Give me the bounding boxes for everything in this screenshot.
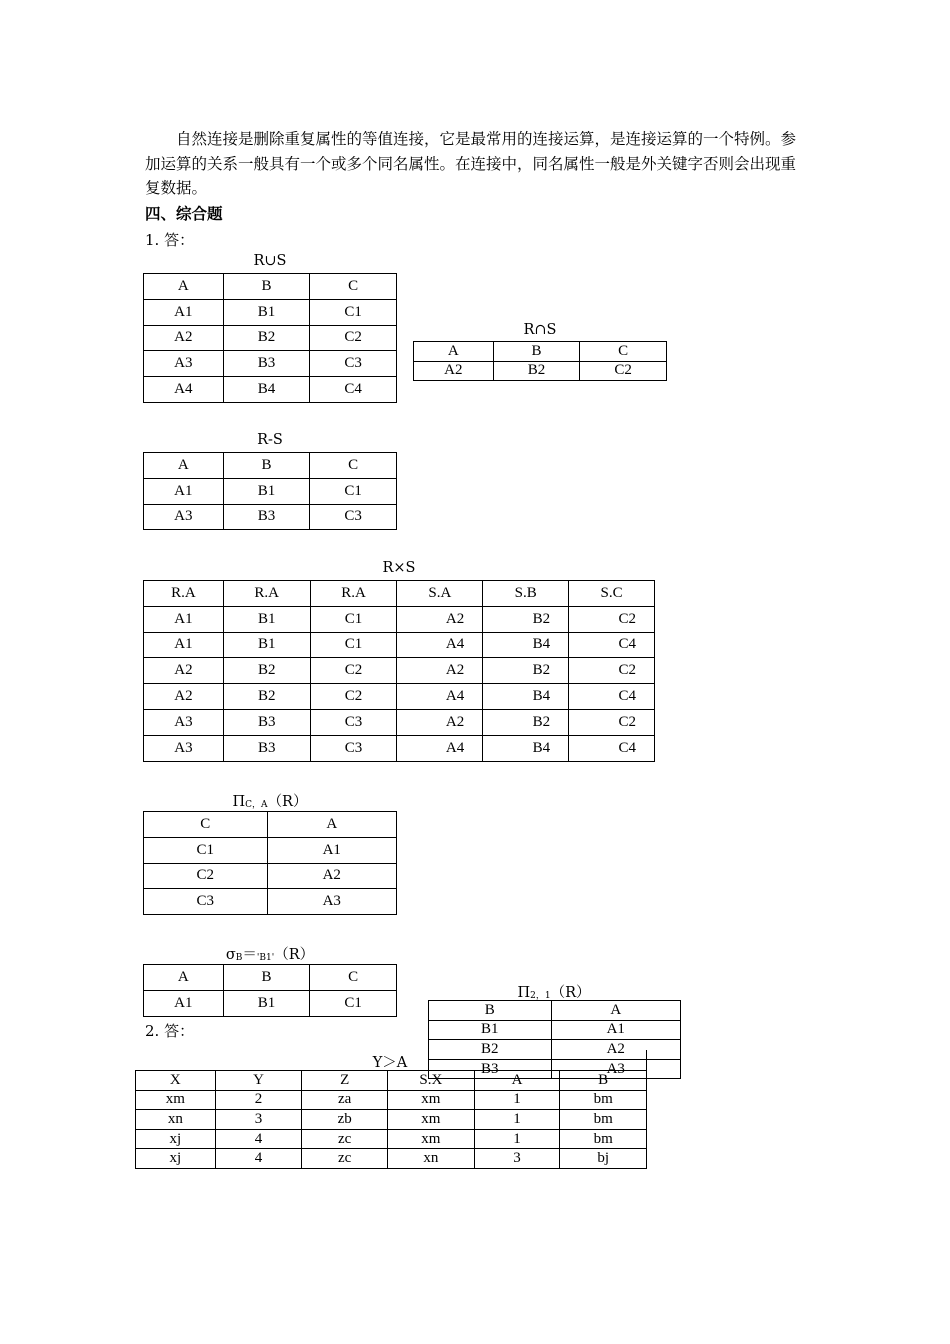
intersection-table: [413, 341, 667, 381]
table-cell: C3: [310, 351, 397, 377]
table-cell: zc: [302, 1129, 388, 1149]
table-row: [144, 632, 655, 658]
table-cell: C1: [144, 837, 268, 863]
table-cell: B2: [483, 606, 569, 632]
caption-symbol: Π: [517, 985, 531, 1001]
caption-tail: （R）: [274, 947, 315, 963]
table-row: [144, 990, 397, 1016]
header-cell: S.C: [569, 581, 655, 607]
table-cell: B2: [483, 709, 569, 735]
caption-tail: （R）: [550, 985, 591, 1001]
table-cell: A2: [414, 361, 494, 381]
table-cell: xj: [136, 1149, 216, 1169]
table-cell: B3: [223, 735, 310, 761]
table-row: [144, 478, 397, 504]
table-cell: B1: [223, 606, 310, 632]
table-cell: C2: [580, 361, 667, 381]
join-caption: Y＞A: [372, 1055, 408, 1071]
table-cell: B3: [223, 351, 310, 377]
table-header-row: [144, 581, 655, 607]
selection-table: [143, 964, 397, 1017]
table-cell: B1: [223, 632, 310, 658]
table-row: [388, 1090, 647, 1110]
header-cell: A: [144, 453, 224, 479]
table-cell: A2: [397, 606, 483, 632]
table-cell: A3: [144, 709, 224, 735]
table-cell: B3: [223, 709, 310, 735]
table-row: [144, 684, 655, 710]
table-cell: A1: [144, 478, 224, 504]
table-cell: A2: [144, 325, 224, 351]
table-header-row: [414, 342, 667, 362]
table-row: [429, 1040, 681, 1060]
table-cell: B4: [223, 377, 310, 403]
join-left-table: [135, 1070, 388, 1169]
table-cell: A2: [397, 709, 483, 735]
table-cell: A4: [397, 684, 483, 710]
table-cell: 3: [474, 1149, 560, 1169]
caption-symbol: σ: [225, 947, 236, 963]
table-cell: xn: [388, 1149, 475, 1169]
difference-table: [143, 452, 397, 530]
header-cell: B: [429, 1001, 552, 1021]
table-cell: C3: [310, 709, 397, 735]
caption-subscript: 2，1: [530, 991, 551, 1001]
product-table: [143, 580, 655, 762]
table-cell: C2: [569, 658, 655, 684]
table-row: [144, 735, 655, 761]
header-cell: C: [310, 453, 397, 479]
projection-21-table: [428, 1000, 681, 1079]
table-cell: A2: [397, 658, 483, 684]
header-cell: C: [310, 274, 397, 300]
table-row: [388, 1129, 647, 1149]
table-row: [144, 504, 397, 530]
table-border-line: [646, 1050, 647, 1090]
table-cell: A2: [144, 684, 224, 710]
table-cell: 3: [215, 1110, 302, 1130]
table-cell: xm: [388, 1090, 475, 1110]
header-cell: S.A: [397, 581, 483, 607]
table-header-row: [388, 1071, 647, 1091]
table-row: [144, 837, 397, 863]
table-row: [144, 351, 397, 377]
table-cell: B1: [223, 990, 310, 1016]
table-cell: bm: [560, 1090, 647, 1110]
table-cell: A4: [397, 735, 483, 761]
table-header-row: [144, 274, 397, 300]
table-cell: A1: [144, 606, 224, 632]
table-row: [136, 1090, 388, 1110]
table-row: [388, 1149, 647, 1169]
table-cell: bm: [560, 1110, 647, 1130]
table-cell: 2: [215, 1090, 302, 1110]
header-cell: B: [223, 453, 310, 479]
table-cell: B4: [483, 684, 569, 710]
header-cell: A: [414, 342, 494, 362]
table-cell: A4: [144, 377, 224, 403]
table-cell: C1: [310, 990, 397, 1016]
table-row: [136, 1129, 388, 1149]
table-cell: bm: [560, 1129, 647, 1149]
table-header-row: [136, 1071, 388, 1091]
table-cell: C2: [310, 658, 397, 684]
table-cell: A3: [267, 889, 397, 915]
table-cell: C4: [310, 377, 397, 403]
header-cell: A: [551, 1001, 681, 1021]
table-cell: B3: [223, 504, 310, 530]
table-cell: xm: [388, 1110, 475, 1130]
header-cell: R.A: [144, 581, 224, 607]
header-cell: A: [474, 1071, 560, 1091]
projection-ca-table: [143, 811, 397, 915]
table-cell: C2: [569, 606, 655, 632]
table-cell: A3: [144, 504, 224, 530]
table-cell: A1: [144, 299, 224, 325]
table-row: [144, 606, 655, 632]
header-cell: Y: [215, 1071, 302, 1091]
table-header-row: [429, 1001, 681, 1021]
table-cell: A1: [267, 837, 397, 863]
intersection-caption: R∩S: [523, 322, 557, 338]
table-header-row: [144, 453, 397, 479]
table-cell: zc: [302, 1149, 388, 1169]
table-cell: B1: [223, 299, 310, 325]
table-cell: B4: [483, 735, 569, 761]
table-cell: A2: [551, 1040, 681, 1060]
table-cell: B1: [429, 1020, 552, 1040]
caption-subscript: C，A: [245, 800, 268, 810]
table-cell: A3: [144, 351, 224, 377]
answer-2-label: 2. 答：: [145, 1022, 195, 1040]
table-row: [144, 325, 397, 351]
caption-equals: ＝: [242, 947, 257, 963]
table-cell: C3: [144, 889, 268, 915]
table-row: [144, 299, 397, 325]
table-cell: C1: [310, 606, 397, 632]
header-cell: A: [144, 965, 224, 991]
table-cell: xj: [136, 1129, 216, 1149]
product-caption: R×S: [382, 560, 416, 576]
table-cell: B1: [223, 478, 310, 504]
caption-symbol: Π: [232, 794, 246, 810]
projection-21-caption: [428, 981, 680, 1002]
table-cell: A2: [144, 658, 224, 684]
union-table: [143, 273, 397, 403]
header-cell: C: [310, 965, 397, 991]
table-cell: A4: [397, 632, 483, 658]
header-cell: B: [560, 1071, 647, 1091]
table-cell: xm: [388, 1129, 475, 1149]
union-caption: R∪S: [253, 253, 287, 269]
table-cell: zb: [302, 1110, 388, 1130]
answer-1-label: 1. 答：: [145, 231, 195, 249]
table-cell: C4: [569, 632, 655, 658]
section-heading: 四、综合题: [145, 204, 223, 223]
table-cell: B3: [429, 1059, 552, 1079]
header-cell: B: [493, 342, 580, 362]
table-cell: B2: [429, 1040, 552, 1060]
header-cell: R.A: [310, 581, 397, 607]
header-cell: A: [144, 274, 224, 300]
table-cell: 1: [474, 1110, 560, 1130]
header-cell: B: [223, 965, 310, 991]
table-cell: C2: [569, 709, 655, 735]
header-cell: X: [136, 1071, 216, 1091]
table-cell: A1: [144, 990, 224, 1016]
table-cell: C2: [144, 863, 268, 889]
table-cell: B2: [483, 658, 569, 684]
table-cell: 4: [215, 1149, 302, 1169]
join-right-table: [387, 1070, 647, 1169]
table-row: [144, 863, 397, 889]
table-cell: A1: [144, 632, 224, 658]
table-header-row: [144, 812, 397, 838]
table-cell: B2: [223, 658, 310, 684]
table-row: [136, 1149, 388, 1169]
table-row: [414, 361, 667, 381]
table-cell: C4: [569, 684, 655, 710]
table-cell: A1: [551, 1020, 681, 1040]
header-cell: A: [267, 812, 397, 838]
caption-tail: （R）: [267, 794, 308, 810]
table-cell: C1: [310, 299, 397, 325]
caption-subscript: B: [235, 953, 243, 963]
table-row: [136, 1110, 388, 1130]
table-cell: bj: [560, 1149, 647, 1169]
table-cell: 4: [215, 1129, 302, 1149]
table-cell: 1: [474, 1090, 560, 1110]
header-cell: C: [144, 812, 268, 838]
difference-caption: R-S: [257, 432, 283, 448]
header-cell: B: [223, 274, 310, 300]
header-cell: C: [580, 342, 667, 362]
header-cell: R.A: [223, 581, 310, 607]
table-row: [388, 1110, 647, 1130]
table-row: [144, 377, 397, 403]
table-cell: C3: [310, 735, 397, 761]
selection-caption: [144, 943, 396, 964]
table-cell: C4: [569, 735, 655, 761]
header-cell: S.B: [483, 581, 569, 607]
table-cell: A3: [144, 735, 224, 761]
table-cell: xn: [136, 1110, 216, 1130]
table-row: [144, 889, 397, 915]
caption-subscript-value: 'B1': [256, 953, 275, 963]
table-cell: C1: [310, 478, 397, 504]
projection-ca-caption: [144, 790, 396, 811]
header-cell: Z: [302, 1071, 388, 1091]
table-cell: C3: [310, 504, 397, 530]
table-cell: 1: [474, 1129, 560, 1149]
intro-paragraph: 自然连接是删除重复属性的等值连接，它是最常用的连接运算，是连接运算的一个特例。参加运算的关系一般具有一个或多个同名属性。在连接中，同名属性一般是外关键字否则会出现重复数据。: [145, 130, 797, 197]
table-header-row: [144, 965, 397, 991]
header-cell: S.X: [388, 1071, 475, 1091]
table-row: [429, 1020, 681, 1040]
table-cell: C1: [310, 632, 397, 658]
table-row: [144, 658, 655, 684]
table-cell: C2: [310, 684, 397, 710]
table-cell: B4: [483, 632, 569, 658]
table-cell: za: [302, 1090, 388, 1110]
table-cell: B2: [223, 325, 310, 351]
table-cell: xm: [136, 1090, 216, 1110]
table-cell: A3: [551, 1059, 681, 1079]
table-cell: C2: [310, 325, 397, 351]
table-cell: B2: [493, 361, 580, 381]
table-cell: B2: [223, 684, 310, 710]
table-cell: A2: [267, 863, 397, 889]
table-row: [144, 709, 655, 735]
